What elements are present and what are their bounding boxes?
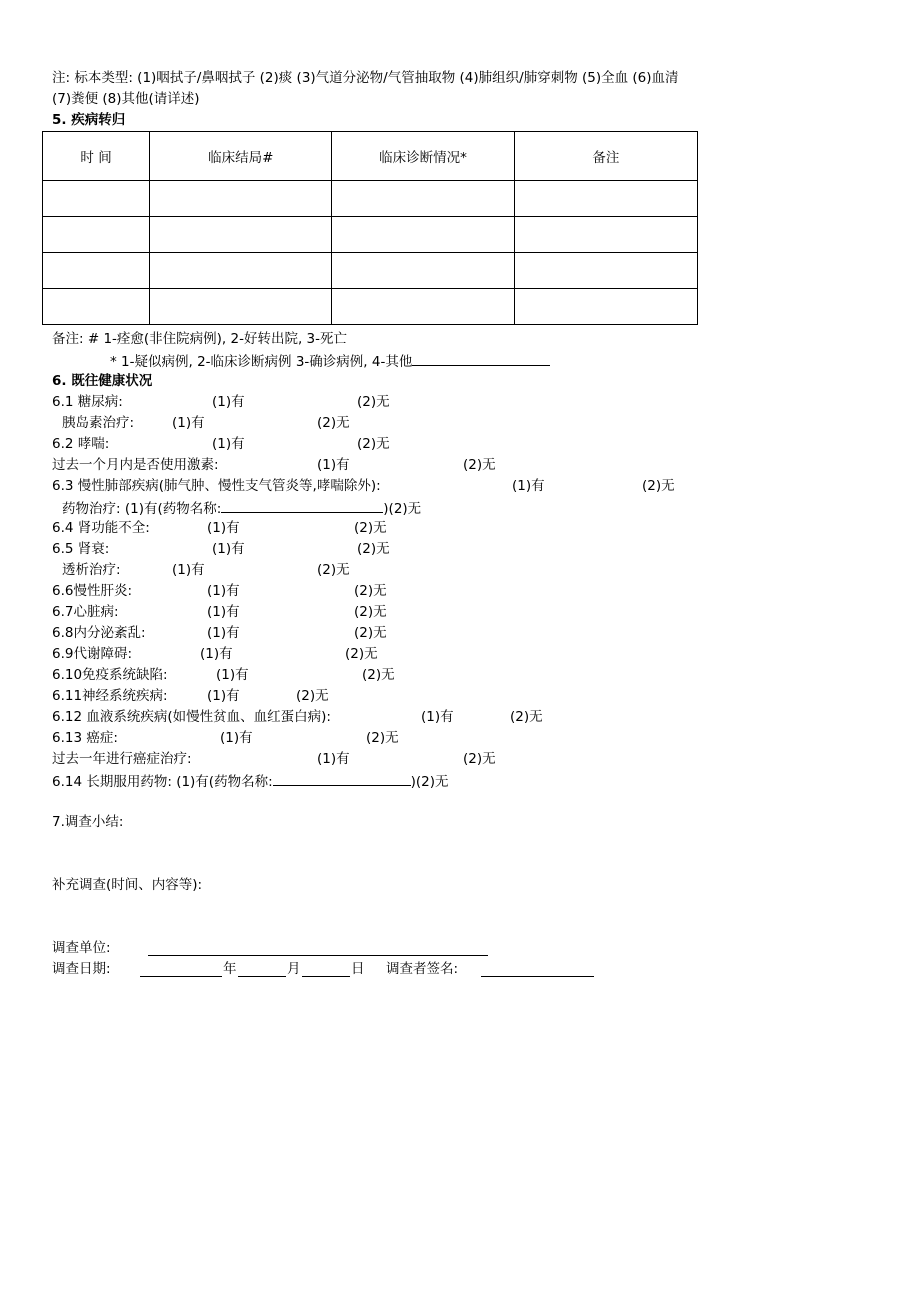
table-cell[interactable] [332,181,514,217]
day-field[interactable] [302,962,350,977]
item-label: 药物治疗: (1)有(药物名称: [62,501,222,517]
survey-date-row [52,960,111,978]
table-cell[interactable] [514,289,697,325]
item-label: 胰岛素治疗: [62,415,135,431]
month-label: 月 [287,961,301,977]
drug-name-field[interactable] [221,498,383,513]
section6-title: 6. 既往健康状况 [52,373,153,389]
option-yes[interactable]: (1)有 [200,646,233,662]
specimen-note-line1: 注: 标本类型: (1)咽拭子/鼻咽拭子 (2)痰 (3)气道分泌物/气管抽取物 (4)肺组织/肺穿刺物 (5)全血 (6)血清 [52,70,679,86]
table-cell[interactable] [43,217,150,253]
item-endocrine [52,624,146,642]
item-label: 6.1 糖尿病: [52,394,123,410]
table-row [43,253,698,289]
item-chronic-hepatitis [52,582,132,600]
table-cell[interactable] [332,289,514,325]
option-yes[interactable]: (1)有 [172,562,205,578]
item-diabetes [52,393,123,411]
specimen-note-line2: (7)粪便 (8)其他(请详述) [52,91,200,107]
survey-unit-label: 调查单位: [52,940,111,956]
item-dialysis [62,561,121,579]
option-no[interactable]: (2)无 [317,415,350,431]
survey-unit-row [52,939,111,957]
outcome-table [42,131,698,325]
option-no[interactable]: (2)无 [357,394,390,410]
header-time: 时 间 [43,132,150,181]
option-no[interactable]: )(2)无 [383,501,422,517]
table-cell[interactable] [43,253,150,289]
table-row [43,217,698,253]
survey-date-label: 调查日期: [52,961,111,977]
item-metabolic [52,645,132,663]
item-label: 6.7心脏病: [52,604,119,620]
item-cancer [52,729,118,747]
year-label: 年 [223,961,237,977]
option-no[interactable]: (2)无 [317,562,350,578]
option-no[interactable]: )(2)无 [410,774,449,790]
option-yes[interactable]: (1)有 [212,436,245,452]
signature-field[interactable] [481,962,594,977]
table-cell[interactable] [43,181,150,217]
option-no[interactable]: (2)无 [366,730,399,746]
item-long-term-medication [52,771,449,791]
option-yes[interactable]: (1)有 [207,520,240,536]
diagnosis-note-text: * 1-疑似病例, 2-临床诊断病例 3-确诊病例, 4-其他 [110,354,413,370]
item-renal-insufficiency [52,519,150,537]
option-yes[interactable]: (1)有 [512,478,545,494]
item-label: 6.6慢性肝炎: [52,583,133,599]
option-no[interactable]: (2)无 [463,457,496,473]
item-label: 6.14 长期服用药物: (1)有(药物名称: [52,774,273,790]
supplement-label: 补充调查(时间、内容等): [52,877,203,893]
other-diagnosis-field[interactable] [412,351,550,366]
item-label: 6.12 血液系统疾病(如慢性贫血、血红蛋白病): [52,709,331,725]
item-heart-disease [52,603,119,621]
option-no[interactable]: (2)无 [345,646,378,662]
diagnosis-note [110,351,550,371]
section5-title: 5. 疾病转归 [52,112,126,128]
year-field[interactable] [140,962,222,977]
item-label: 6.10免疫系统缺陷: [52,667,168,683]
item-label: 过去一年进行癌症治疗: [52,751,192,767]
option-no[interactable]: (2)无 [354,625,387,641]
header-remarks: 备注 [514,132,697,181]
outcome-table-header [43,132,698,181]
item-label: 6.8内分泌紊乱: [52,625,146,641]
option-no[interactable]: (2)无 [354,520,387,536]
option-no[interactable]: (2)无 [354,583,387,599]
signature-label: 调查者签名: [386,961,459,977]
item-label: 6.5 肾衰: [52,541,110,557]
item-label: 6.11神经系统疾病: [52,688,168,704]
outcome-note: 备注: # 1-痊愈(非住院病例), 2-好转出院, 3-死亡 [52,331,348,347]
table-row [43,181,698,217]
table-cell[interactable] [150,289,332,325]
item-insulin [62,414,134,432]
item-label: 过去一个月内是否使用激素: [52,457,219,473]
option-no[interactable]: (2)无 [357,436,390,452]
option-yes[interactable]: (1)有 [207,688,240,704]
option-no[interactable]: (2)无 [463,751,496,767]
option-no[interactable]: (2)无 [510,709,543,725]
survey-unit-field[interactable] [148,941,488,956]
option-yes[interactable]: (1)有 [216,667,249,683]
table-cell[interactable] [150,181,332,217]
option-yes[interactable]: (1)有 [220,730,253,746]
day-label: 日 [351,961,365,977]
option-yes[interactable]: (1)有 [212,394,245,410]
item-label: 6.3 慢性肺部疾病(肺气肿、慢性支气管炎等,哮喘除外): [52,478,381,494]
item-renal-failure [52,540,109,558]
long-term-drug-name-field[interactable] [273,771,411,786]
table-row [43,289,698,325]
table-cell[interactable] [514,253,697,289]
item-blood [52,708,331,726]
option-no[interactable]: (2)无 [296,688,329,704]
option-yes[interactable]: (1)有 [212,541,245,557]
item-hormone [52,456,219,474]
item-label: 6.13 癌症: [52,730,118,746]
option-yes[interactable]: (1)有 [207,625,240,641]
option-no[interactable]: (2)无 [357,541,390,557]
item-drug-treatment [62,498,421,518]
header-clinical-outcome: 临床结局# [150,132,332,181]
option-yes[interactable]: (1)有 [317,751,350,767]
item-immune [52,666,168,684]
header-clinical-diagnosis: 临床诊断情况* [332,132,514,181]
option-yes[interactable]: (1)有 [421,709,454,725]
item-label: 6.9代谢障碍: [52,646,133,662]
table-cell[interactable] [150,217,332,253]
table-cell[interactable] [150,253,332,289]
option-yes[interactable]: (1)有 [172,415,205,431]
table-cell[interactable] [332,217,514,253]
item-label: 6.4 肾功能不全: [52,520,150,536]
option-no[interactable]: (2)无 [642,478,675,494]
item-neuro [52,687,168,705]
section7-title: 7.调查小结: [52,814,124,830]
table-cell[interactable] [514,181,697,217]
option-yes[interactable]: (1)有 [207,604,240,620]
option-yes[interactable]: (1)有 [207,583,240,599]
month-field[interactable] [238,962,286,977]
option-yes[interactable]: (1)有 [317,457,350,473]
item-label: 透析治疗: [62,562,121,578]
table-cell[interactable] [332,253,514,289]
item-label: 6.2 哮喘: [52,436,110,452]
option-no[interactable]: (2)无 [354,604,387,620]
table-cell[interactable] [514,217,697,253]
item-cancer-treatment [52,750,192,768]
item-chronic-lung [52,477,381,495]
option-no[interactable]: (2)无 [362,667,395,683]
table-cell[interactable] [43,289,150,325]
item-asthma [52,435,109,453]
